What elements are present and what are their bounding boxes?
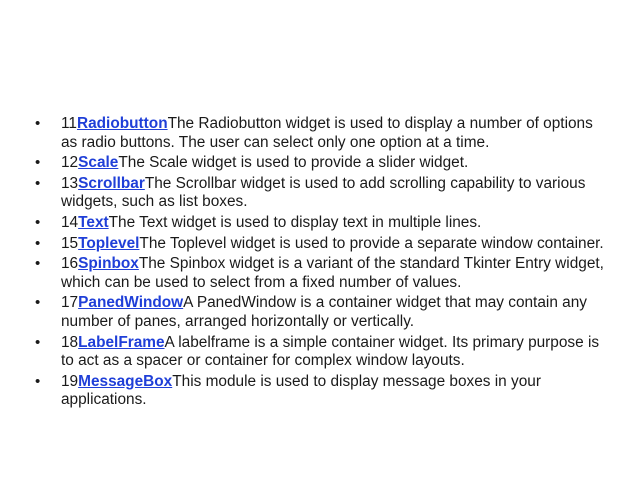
- widget-link-toplevel[interactable]: Toplevel: [78, 234, 140, 252]
- bullet-icon: •: [35, 213, 41, 231]
- widget-link-radiobutton[interactable]: Radiobutton: [76, 115, 168, 132]
- list-item: [33, 373, 613, 410]
- bullet-icon: •: [35, 333, 41, 351]
- widget-link-messagebox[interactable]: MessageBox: [78, 372, 173, 390]
- item-description: The Text widget is used to display text in multiple lines.: [108, 213, 482, 231]
- widget-link-labelframe[interactable]: LabelFrame: [78, 333, 165, 351]
- list-item: [33, 334, 613, 371]
- item-number: 15: [61, 234, 79, 252]
- list-item: [33, 154, 613, 173]
- item-number: 12: [61, 154, 79, 172]
- list-item: [33, 235, 613, 254]
- item-description: A PanedWindow is a container widget that may contain any number of panes, arranged horizontally or vertically.: [61, 294, 587, 330]
- bullet-icon: •: [35, 234, 41, 252]
- widget-link-scale[interactable]: Scale: [78, 154, 119, 172]
- item-number: 13: [61, 174, 79, 192]
- widget-link-text[interactable]: Text: [78, 213, 109, 231]
- widget-link-panedwindow[interactable]: PanedWindow: [78, 294, 184, 312]
- bullet-icon: •: [35, 115, 41, 132]
- item-number: 17: [61, 294, 79, 312]
- bullet-icon: •: [35, 174, 41, 192]
- widget-link-scrollbar[interactable]: Scrollbar: [78, 174, 145, 192]
- list-item: [33, 115, 613, 152]
- list-item: [33, 255, 613, 292]
- item-description: This module is used to display message boxes in your applications.: [61, 372, 541, 409]
- item-description: The Toplevel widget is used to provide a separate window container.: [139, 234, 604, 252]
- bullet-icon: •: [35, 255, 41, 273]
- item-number: 16: [61, 255, 79, 273]
- item-description: The Scrollbar widget is used to add scrolling capability to various widgets, such as list boxes.: [61, 174, 586, 211]
- bullet-icon: •: [35, 372, 41, 390]
- bullet-icon: •: [35, 294, 41, 312]
- item-number: 11: [61, 115, 77, 132]
- widget-bullet-list: [33, 115, 613, 412]
- item-number: 19: [61, 372, 79, 390]
- bullet-icon: •: [35, 154, 41, 172]
- item-description: The Radiobutton widget is used to display a number of options as radio buttons. The user can select only one option at a time.: [61, 115, 593, 151]
- list-item: [33, 175, 613, 212]
- item-number: 14: [61, 213, 79, 231]
- list-item: [33, 294, 613, 331]
- item-description: A labelframe is a simple container widget. Its primary purpose is to act as a spacer or container for complex window layouts.: [61, 333, 600, 370]
- widget-link-spinbox[interactable]: Spinbox: [78, 255, 139, 273]
- list-item: [33, 214, 613, 233]
- item-description: The Spinbox widget is a variant of the standard Tkinter Entry widget, which can be used to select from a fixed number of values.: [61, 255, 604, 291]
- item-number: 18: [61, 333, 79, 351]
- item-description: The Scale widget is used to provide a slider widget.: [118, 154, 469, 172]
